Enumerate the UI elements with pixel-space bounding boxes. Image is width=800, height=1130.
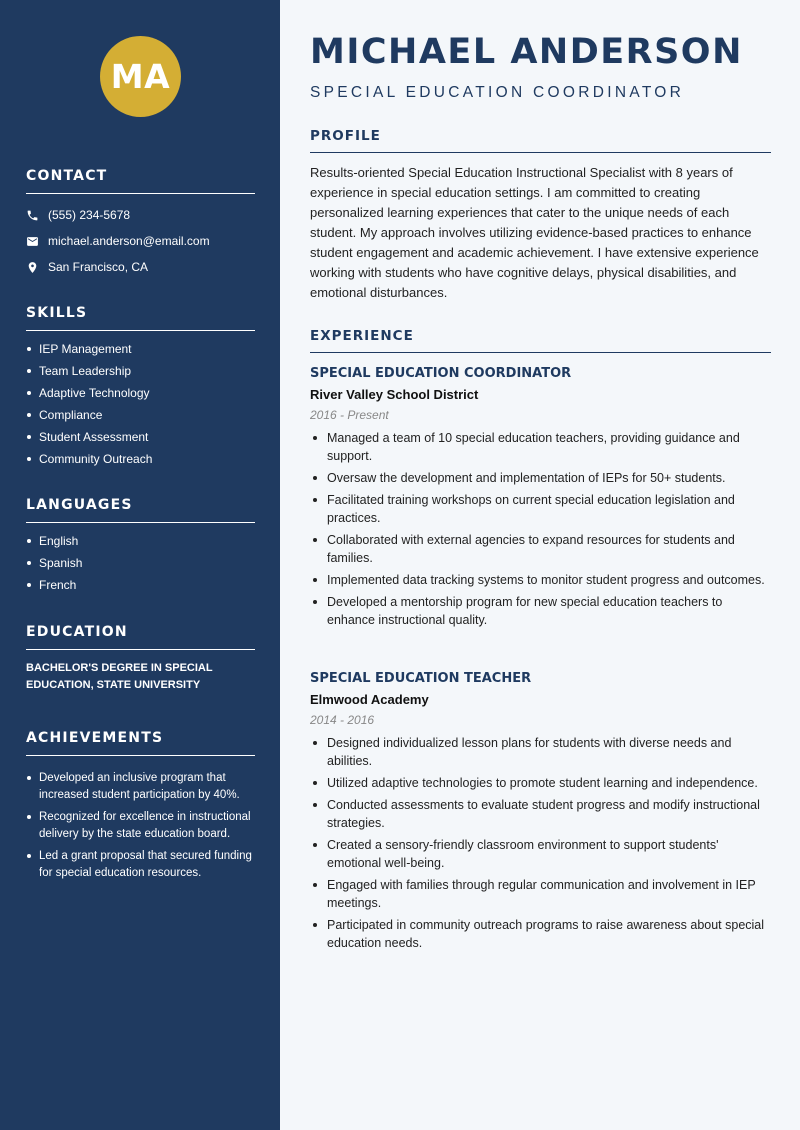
skill-item: IEP Management [26,341,255,363]
achievements-section [26,730,255,887]
job-bullet: Participated in community outreach programs to raise awareness about special education needs. [310,916,771,952]
languages-heading: LANGUAGES [26,497,255,523]
job-entry [310,671,771,956]
job-dates: 2016 - Present [310,408,389,422]
location-pin-icon [26,261,39,274]
experience-heading: EXPERIENCE [310,328,771,353]
achievement-item: Developed an inclusive program that increased student participation by 40%. [26,770,255,804]
job-entry [310,366,771,633]
profile-text: Results-oriented Special Education Instructional Specialist with 8 years of experience in special education settings. I am committed to creating personalized learning experiences that cater to the unique needs of each student. My approach involves utilizing evidence-based practices to enhance student engagement and academic achievement. I have extensive experience working with students who have cognitive delays, physical disabilities, and emotional disturbances. [310,165,759,300]
skills-list [26,341,255,473]
job-bullet: Collaborated with external agencies to expand resources for students and families. [310,531,771,567]
skill-item: Team Leadership [26,363,255,385]
achievement-item: Led a grant proposal that secured funding for special education resources. [26,848,255,882]
skill-item: Community Outreach [26,451,255,473]
job-bullet: Engaged with families through regular communication and involvement in IEP meetings. [310,876,771,912]
education-heading: EDUCATION [26,624,255,650]
language-item: Spanish [26,555,255,577]
contact-heading: CONTACT [26,168,255,194]
skill-item: Adaptive Technology [26,385,255,407]
email-text: michael.anderson@email.com [48,234,210,248]
language-item: French [26,577,255,599]
job-company: River Valley School District [310,387,479,402]
job-bullet: Designed individualized lesson plans for students with diverse needs and abilities. [310,734,771,770]
education-degree: BACHELOR'S DEGREE IN SPECIAL EDUCATION, STATE UNIVERSITY [26,662,213,691]
job-title: SPECIAL EDUCATION COORDINATOR [310,366,572,381]
education-section [26,624,255,694]
job-bullets [310,429,771,629]
skills-section [26,305,255,473]
contact-phone [26,202,255,228]
job-title: SPECIAL EDUCATION TEACHER [310,671,532,686]
job-bullet: Conducted assessments to evaluate student progress and modify instructional strategies. [310,796,771,832]
contact-section [26,168,255,280]
job-dates: 2014 - 2016 [310,713,375,727]
job-bullet: Created a sensory-friendly classroom environment to support students' emotional well-being. [310,836,771,872]
phone-text: (555) 234-5678 [48,208,131,222]
job-bullet: Managed a team of 10 special education teachers, providing guidance and support. [310,429,771,465]
job-bullet: Developed a mentorship program for new special education teachers to enhance instructional quality. [310,593,771,629]
job-bullet: Implemented data tracking systems to monitor student progress and outcomes. [310,571,771,589]
job-bullet: Utilized adaptive technologies to promote student learning and independence. [310,774,771,792]
contact-email [26,228,255,254]
languages-section [26,497,255,599]
job-company: Elmwood Academy [310,692,429,707]
contact-location [26,254,255,280]
job-bullets [310,734,771,952]
achievement-item: Recognized for excellence in instructional delivery by the state education board. [26,809,255,843]
language-item: English [26,533,255,555]
achievements-list [26,770,255,882]
person-role: SPECIAL EDUCATION COORDINATOR [310,84,685,101]
job-bullet: Oversaw the development and implementation of IEPs for 50+ students. [310,469,771,487]
location-text: San Francisco, CA [48,260,149,274]
skill-item: Student Assessment [26,429,255,451]
profile-heading: PROFILE [310,128,771,153]
sidebar [0,0,280,1130]
email-icon [26,235,39,248]
person-name: MICHAEL ANDERSON [310,32,743,72]
phone-icon [26,209,39,222]
job-bullet: Facilitated training workshops on current special education legislation and practices. [310,491,771,527]
avatar: MA [100,36,181,117]
skills-heading: SKILLS [26,305,255,331]
achievements-heading: ACHIEVEMENTS [26,730,255,756]
languages-list [26,533,255,599]
skill-item: Compliance [26,407,255,429]
